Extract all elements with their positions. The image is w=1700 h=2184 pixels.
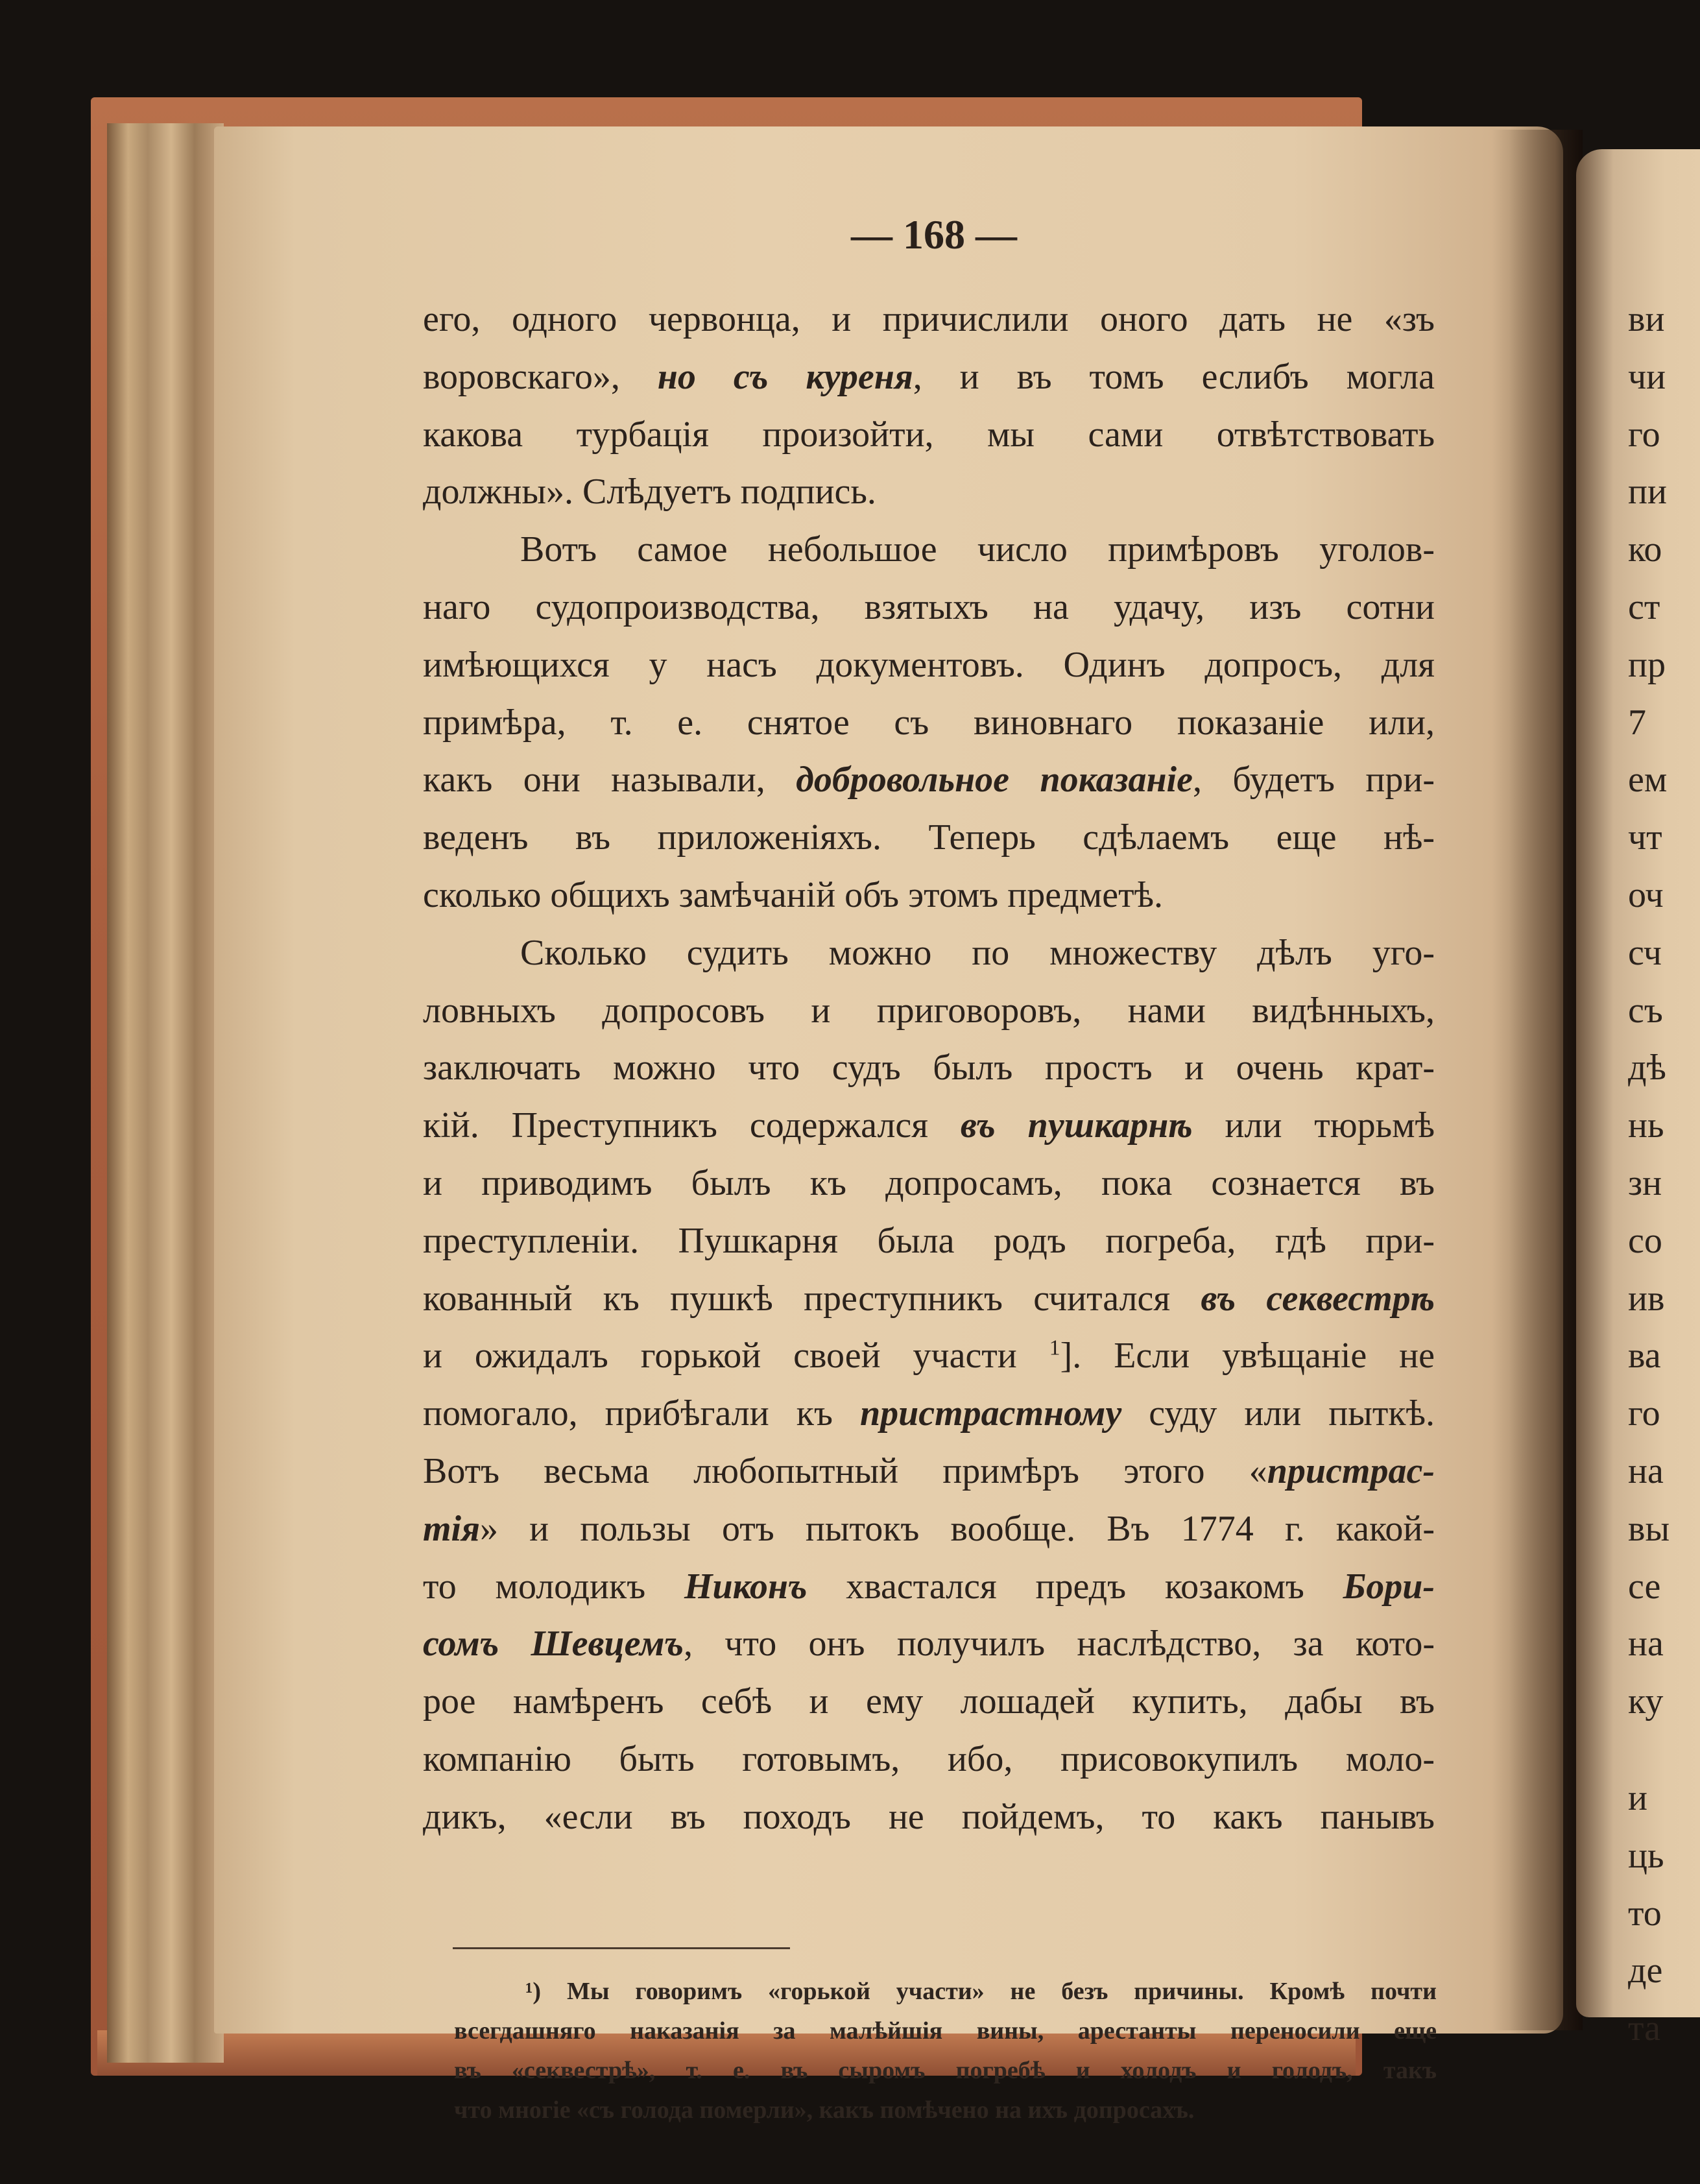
right-page-fragment: го: [1628, 1393, 1660, 1434]
page-edges: [107, 123, 224, 2063]
footnote-marker: ¹): [525, 1978, 542, 2005]
text-line: преступленіи. Пушкарня была родъ погреба, гдѣ при-: [423, 1220, 1435, 1261]
right-page-fragment: на: [1628, 1450, 1664, 1491]
right-page-fragment: чи: [1628, 356, 1666, 397]
right-page-fragment: ку: [1628, 1681, 1664, 1722]
footnote-ref: 1: [1049, 1336, 1060, 1360]
body-text: [423, 291, 1435, 1846]
footnote-line: ¹) Мы говоримъ «горькой участи» не безъ причины. Кромѣ почти: [525, 1978, 1437, 2005]
text-line: должны». Слѣдуетъ подпись.: [423, 472, 876, 512]
text-line: веденъ въ приложеніяхъ. Теперь сдѣлаемъ еще нѣ-: [423, 817, 1435, 858]
text-line: дикъ, «если въ походъ не пойдемъ, то какъ панывъ: [423, 1796, 1435, 1837]
right-page-fragment: зн: [1628, 1162, 1662, 1203]
right-page-fragment: ви: [1628, 299, 1665, 339]
right-page-fragment: ив: [1628, 1278, 1665, 1319]
page-number: — 168 —: [851, 211, 1017, 258]
right-page-fragment: нь: [1628, 1105, 1664, 1146]
right-page-fragment: 7: [1628, 702, 1646, 743]
footnote-line: всегдашняго наказанія за малѣйшія вины, арестанты переносили еще: [454, 2017, 1437, 2045]
text-line: какъ они называли, добровольное показаніе, будетъ при-: [423, 760, 1435, 800]
right-page-fragment: ць: [1628, 1835, 1664, 1876]
right-page-fragment: вы: [1628, 1508, 1670, 1549]
text-line: кованный къ пушкѣ преступникъ считался въ секвестрѣ: [423, 1278, 1435, 1319]
text-line: компанію быть готовымъ, ибо, присовокупилъ моло-: [423, 1738, 1435, 1779]
right-page-fragment: дѣ: [1628, 1048, 1666, 1088]
right-page-fragment: ем: [1628, 760, 1668, 800]
text-line: Вотъ самое небольшое число примѣровъ уголов-: [520, 529, 1435, 570]
right-page-fragment: ко: [1628, 529, 1662, 570]
text-line: то молодикъ Никонъ хвастался предъ козакомъ Бори-: [423, 1566, 1435, 1607]
footnote: [454, 1972, 1437, 2130]
right-page-fragment: пи: [1628, 472, 1667, 512]
right-page-fragment: сч: [1628, 932, 1662, 973]
text-line: ловныхъ допросовъ и приговоровъ, нами видѣнныхъ,: [423, 990, 1435, 1031]
right-page-fragment: го: [1628, 414, 1660, 455]
right-page-fragment: на: [1628, 1624, 1664, 1664]
gutter-shadow: [1492, 130, 1583, 2030]
text-line: Сколько судить можно по множеству дѣлъ уго-: [520, 932, 1435, 973]
right-page-fragment: пр: [1628, 644, 1666, 685]
footnote-line: что многіе «съ голода померли», какъ помѣчено на ихъ допросахъ.: [454, 2096, 1195, 2124]
right-page-fragment: ва: [1628, 1336, 1661, 1376]
text-line: какова турбація произойти, мы сами отвѣтствовать: [423, 414, 1435, 455]
text-line: Вотъ весьма любопытный примѣръ этого «пристрас-: [423, 1450, 1435, 1491]
text-line: и ожидалъ горькой своей участи $^1$]. Если увѣщаніе не: [423, 1336, 1435, 1376]
right-page-fragment: чт: [1628, 817, 1662, 858]
footnote-line: въ «секвестрѣ», т. е. въ сыромъ погребѣ и холодъ и голодъ, такъ: [454, 2057, 1437, 2084]
text-line: воровскаго», но съ куреня, и въ томъ еслибъ могла: [423, 356, 1435, 397]
right-page-fragment: со: [1628, 1220, 1662, 1261]
text-line: сомъ Шевцемъ, что онъ получилъ наслѣдство, за кото-: [423, 1624, 1435, 1664]
text-line: наго судопроизводства, взятыхъ на удачу, изъ сотни: [423, 586, 1435, 627]
text-line: и приводимъ былъ къ допросамъ, пока сознается въ: [423, 1162, 1435, 1203]
text-line: имѣющихся у насъ документовъ. Одинъ допросъ, для: [423, 644, 1435, 685]
text-line: тія» и пользы отъ пытокъ вообще. Въ 1774 г. какой-: [423, 1508, 1435, 1549]
text-line: его, одного червонца, и причислили оного дать не «зъ: [423, 299, 1435, 339]
right-page-fragment: та: [1628, 2008, 1661, 2049]
right-page-fragment: оч: [1628, 874, 1664, 915]
text-line: сколько общихъ замѣчаній объ этомъ предметѣ.: [423, 874, 1163, 915]
right-page-fragment: то: [1628, 1893, 1662, 1934]
text-line: рое намѣренъ себѣ и ему лошадей купить, дабы въ: [423, 1681, 1435, 1722]
right-page-fragment: де: [1628, 1950, 1663, 1991]
right-page-fragment: се: [1628, 1566, 1661, 1607]
text-line: примѣра, т. е. снятое съ виновнаго показаніе или,: [423, 702, 1435, 743]
right-page-fragment: и: [1628, 1777, 1647, 1818]
right-page-text: [1628, 291, 1699, 2058]
text-line: помогало, прибѣгали къ пристрастному суду или пыткѣ.: [423, 1393, 1435, 1434]
footnote-rule: [453, 1947, 790, 1949]
text-line: заключать можно что судъ былъ простъ и очень крат-: [423, 1048, 1435, 1088]
right-page-fragment: съ: [1628, 990, 1663, 1031]
text-line: кій. Преступникъ содержался въ пушкарнѣ или тюрьмѣ: [423, 1105, 1435, 1146]
right-page-fragment: ст: [1628, 586, 1660, 627]
